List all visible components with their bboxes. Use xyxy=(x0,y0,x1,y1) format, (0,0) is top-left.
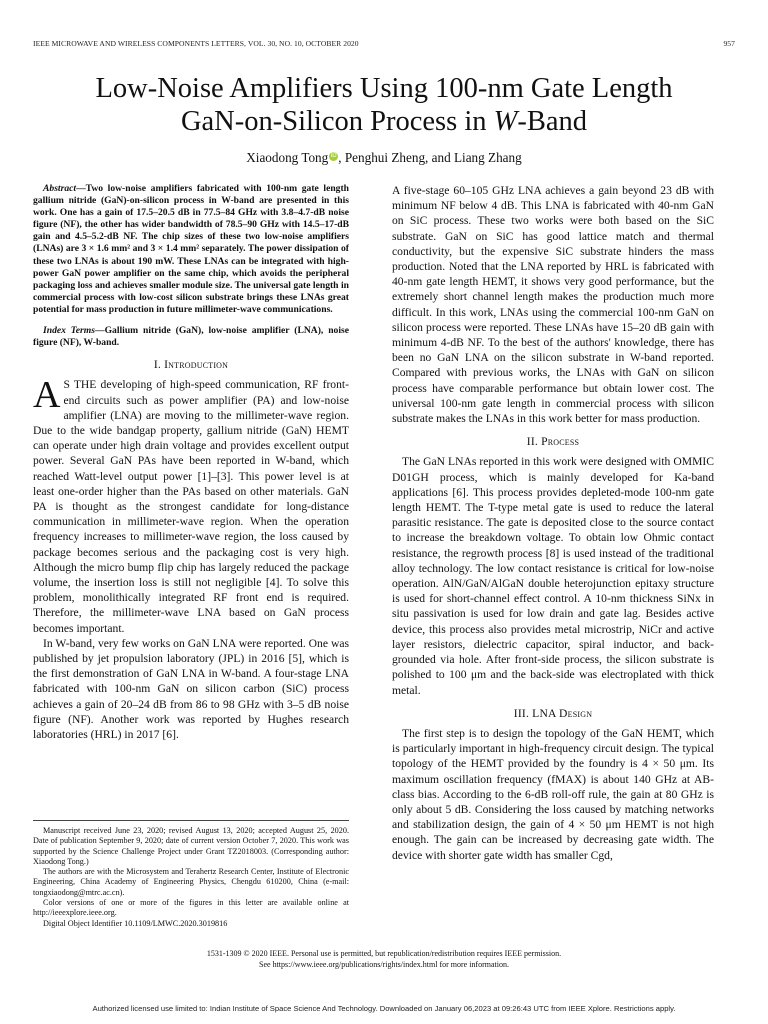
lna-paragraph: The first step is to design the topology of the GaN HEMT, which is particularly important in high-frequency circuit design. The typical topology of the HEMT provided by the foundry is 4 × 50 μm. Its maximum oscillation frequency (fMAX) is about 140 GHz at AB-class bias. According to the 6-dB roll-off rule, the gain at 80 GHz is only about 5 dB. Considering the loss caused by matching networks and stabilization design, the gain of 4 × 50 μm HEMT is not high enough. The gain can be increased by decreasing gate width. The device with shorter gate width has smaller Cgd, xyxy=(392,726,714,862)
footnote-rule xyxy=(33,820,349,821)
orcid-icon[interactable]: iD xyxy=(330,152,337,159)
footnotes xyxy=(33,826,349,929)
left-column xyxy=(33,183,349,742)
intro-paragraph-2: In W-band, very few works on GaN LNA were reported. One was published by jet propulsion laboratory (JPL) in 2016 [5], which is the first demonstration of GaN LNA in W-band. A four-stage LNA fabricated with 100-nm GaN on silicon carbon (SiC) process achieves a gain of 20–24 dB from 86 to 98 GHz with 3–5 dB noise figure (NF). Another work was reported by Hughes research laboratories (HRL) in 2017 [6]. xyxy=(33,636,349,742)
index-terms-label: Index Terms xyxy=(43,325,95,337)
footnote-affiliation: The authors are with the Microsystem and Terahertz Research Center, Institute of Electronic Engineering, China Academy of Engineering Physics, Chengdu 610200, China (e-mail: tongxiaodong@mtrc.ac.cn). xyxy=(33,867,349,897)
title-line-2: GaN-on-Silicon Process in W-Band xyxy=(180,106,588,137)
copyright-line-1: 1531-1309 © 2020 IEEE. Personal use is permitted, but republication/redistribution requires IEEE permission. xyxy=(206,949,562,958)
index-terms xyxy=(33,325,349,349)
license-footer: Authorized licensed use limited to: Indian Institute of Space Science And Technology. Downloaded on January 06,2023 at 09:26:43 UTC from IEEE Xplore. Restrictions apply. xyxy=(92,1004,676,1013)
author-list xyxy=(0,150,768,166)
footnote-doi: Digital Object Identifier 10.1109/LMWC.2020.3019816 xyxy=(43,918,228,928)
paper-title xyxy=(0,72,768,138)
copyright-notice xyxy=(0,948,768,970)
index-terms-text: —Gallium nitride (GaN), low-noise amplifier (LNA), noise figure (NF), W-band. xyxy=(33,325,349,349)
abstract xyxy=(33,183,349,316)
section-heading-introduction: I. Introduction xyxy=(153,358,229,372)
copyright-line-2: See https://www.ieee.org/publications/rights/index.html for more information. xyxy=(259,960,509,969)
right-column xyxy=(392,183,714,863)
process-paragraph: The GaN LNAs reported in this work were designed with OMMIC D01GH process, which is mainly developed for Ka-band applications [6]. This process provides depleted-mode 100-nm gate length HEMT. The T-type metal gate is used to reduce the lateral parasitic resistance. The gate is deposited close to the source contact to increase the breakdown voltage. To obtain low Ohmic contact resistance, the regrowth process [8] is used instead of the traditional alloy technology. The low contact resistance is critical for low-noise operation. AlN/GaN/AlGaN double heterojunction epitaxy structure is used for short-channel effect control. A 10-nm thickness SiNx in situ passivation is used for low drain and gate lag. Besides active device, this process also provides metal microstrip, NiCr and active layer resistors, dielectric capacitor, spiral inductor, and back-grounded via hole. After front-side process, the silicon substrate is polished to 100 μm and the back-side was electroplated with thick metal. xyxy=(392,455,714,697)
abstract-text: —Two low-noise amplifiers fabricated with 100-nm gate length gallium nitride (GaN)-on-silicon process in W-band are presented in this work. One has a gain of 17.5–20.5 dB in 77.5–84 GHz with 3.8–4.7-dB noise figure (NF), the other has wider bandwidth of 78.5–90 GHz with 14.5–17-dB gain and 4.5–5.2-dB NF. The chip sizes of these two low-noise amplifiers (LNAs) are 3 × 1.6 mm² and 3 × 1.4 mm² separately. The power dissipation of these two LNAs is about 190 mW. These LNAs can be integrated with high-power GaN power amplifier on the same chip, which avoids the peripheral packaging loss and achieves smaller module size. The universal gate length in commercial process with low-cost silicon substrate brings these LNAs great potential for mass production in future millimeter-wave communications. xyxy=(33,183,349,315)
abstract-label: Abstract xyxy=(43,183,77,194)
intro-paragraph-1: A S THE developing of high-speed communication, RF front-end circuits such as power amplifier (PA) and low-noise amplifier (LNA) are moving to the millimeter-wave region. Due to the wide bandgap property, gallium nitride (GaN) HEMT can operate under high drain voltage and provides excellent output power. Several GaN PAs have been reported in W-band, which reached Watt-level output power [1]–[3]. This power level is at least one-order higher than the PAs based on other materials. GaN PA is thought as the strongest candidate for long-distance communication in millimeter-wave region. When the operation frequency increases to millimeter-wave region, the loss caused by package becomes serious and the packaging cost is very high. Although the micro bump flip chip has largely reduced the package volume, the insertion loss is still not negligible [4]. To solve this problem, monolithically integrated RF front end is required. Therefore, the millimeter-wave LNA based on GaN process becomes important. xyxy=(33,374,349,635)
intro-continued: A five-stage 60–105 GHz LNA achieves a gain beyond 23 dB with minimum NF below 4 dB. This LNA is fabricated with 40-nm GaN on SiC process. These two works were both based on the SiC substrate. GaN on SiC has good lattice match and thermal conductivity, but the expensive SiC substrate hinders the mass production. Noted that the LNA reported by HRL is fabricated with 40-nm gate length HEMT, it shows very good performance, but the extremely short channel length makes the production much more difficult. In this work, LNAs using the commercial 100-nm GaN on silicon process were reported. These LNAs have 15–20 dB gain with minimum 4-dB NF. To the best of the authors' knowledge, there has been no GaN LNA on the silicon substrate in W-band reported. Compared with previous works, the LNAs with GaN on silicon process have comparable performance but obtain lower cost. The universal 100-nm gate length in commercial process with silicon substrate makes the LNAs in this work better for mass production. xyxy=(392,184,714,426)
author-rest: , Penghui Zheng, and Liang Zhang xyxy=(338,150,522,165)
author-first: Xiaodong Tong xyxy=(246,150,329,165)
section-heading-process: II. Process xyxy=(526,435,580,449)
page-number: 957 xyxy=(723,39,735,48)
footnote-color: Color versions of one or more of the figures in this letter are available online at http://ieeexplore.ieee.org. xyxy=(33,898,349,918)
drop-cap: A xyxy=(33,374,61,417)
running-header: IEEE MICROWAVE AND WIRELESS COMPONENTS LETTERS, VOL. 30, NO. 10, OCTOBER 2020 xyxy=(33,39,359,48)
title-line-1: Low-Noise Amplifiers Using 100-nm Gate Length xyxy=(95,73,673,104)
section-heading-lna-design: III. LNA Design xyxy=(513,706,593,720)
footnote-manuscript: Manuscript received June 23, 2020; revised August 13, 2020; accepted August 25, 2020. Date of publication September 9, 2020; date of current version October 7, 2020. This work was supported by the Science Challenge Project under Grant TZ2018003. (Corresponding author: Xiaodong Tong.) xyxy=(33,826,349,866)
